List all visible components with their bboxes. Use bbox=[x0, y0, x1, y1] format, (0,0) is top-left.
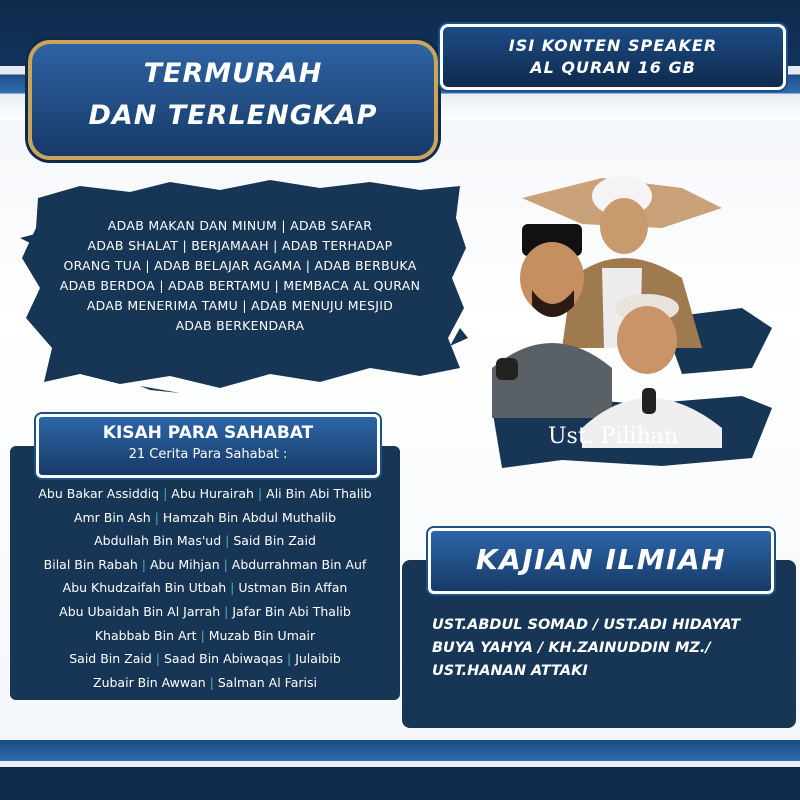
sahabat-name: Saad Bin Abiwaqas bbox=[163, 651, 284, 667]
kisah-title: KISAH PARA SAHABAT bbox=[102, 423, 314, 443]
separator: | bbox=[226, 580, 239, 596]
adab-list bbox=[30, 216, 450, 336]
separator: | bbox=[150, 509, 163, 525]
adab-line: ADAB SHALAT | BERJAMAAH | ADAB TERHADAP bbox=[87, 238, 393, 253]
separator: | bbox=[196, 627, 209, 643]
bottom-banner-stripes bbox=[0, 740, 800, 800]
sahabat-name: Zubair Bin Awwan bbox=[93, 674, 206, 690]
kisah-heading-tab bbox=[36, 414, 380, 478]
kisah-subtitle: 21 Cerita Para Sahabat : bbox=[128, 447, 288, 462]
sahabat-name: Ustman Bin Affan bbox=[238, 580, 348, 596]
separator: | bbox=[221, 533, 234, 549]
sahabat-name: Abdurrahman Bin Auf bbox=[231, 556, 367, 572]
kajian-line: UST.HANAN ATTAKI bbox=[432, 663, 588, 679]
sahabat-row bbox=[14, 529, 396, 553]
adab-line: ORANG TUA | ADAB BELAJAR AGAMA | ADAB BERBUKA bbox=[63, 258, 417, 273]
sahabat-row bbox=[14, 553, 396, 577]
kajian-list bbox=[432, 614, 792, 683]
sahabat-row bbox=[14, 647, 396, 671]
separator: | bbox=[151, 651, 164, 667]
separator: | bbox=[283, 651, 296, 667]
kajian-heading-tab bbox=[428, 528, 774, 594]
sahabat-name: Khabbab Bin Art bbox=[94, 627, 197, 643]
sahabat-name: Abu Khudzaifah Bin Utbah bbox=[62, 580, 227, 596]
separator: | bbox=[220, 603, 233, 619]
speaker-content-badge bbox=[440, 24, 786, 90]
sahabat-list bbox=[14, 482, 396, 694]
sahabat-row bbox=[14, 506, 396, 530]
kajian-title: KAJIAN ILMIAH bbox=[475, 543, 727, 576]
title-badge bbox=[28, 40, 438, 160]
speaker-badge-line-1: ISI KONTEN SPEAKER bbox=[508, 36, 718, 55]
sahabat-name: Said Bin Zaid bbox=[69, 651, 152, 667]
separator: | bbox=[159, 486, 172, 501]
sahabat-name: Said Bin Zaid bbox=[233, 533, 316, 549]
title-line-1: TERMURAH bbox=[143, 58, 323, 89]
sahabat-name: Abu Ubaidah Bin Al Jarrah bbox=[59, 603, 221, 619]
title-line-2: DAN TERLENGKAP bbox=[88, 100, 378, 131]
adab-line: ADAB BERDOA | ADAB BERTAMU | MEMBACA AL QURAN bbox=[59, 278, 421, 293]
separator: | bbox=[219, 556, 232, 572]
kajian-line: UST.ABDUL SOMAD / UST.ADI HIDAYAT bbox=[432, 617, 741, 633]
sahabat-name: Abu Hurairah bbox=[171, 486, 254, 501]
sahabat-name: Salman Al Farisi bbox=[217, 674, 317, 690]
sahabat-row bbox=[14, 671, 396, 695]
sahabat-name: Muzab Bin Umair bbox=[208, 627, 316, 643]
sahabat-name: Bilal Bin Rabah bbox=[43, 556, 138, 572]
adab-line: ADAB MENERIMA TAMU | ADAB MENUJU MESJID bbox=[86, 298, 394, 313]
sahabat-name: Jafar Bin Abi Thalib bbox=[232, 603, 351, 619]
sahabat-row bbox=[14, 624, 396, 648]
sahabat-name: Hamzah Bin Abdul Muthalib bbox=[162, 509, 337, 525]
sahabat-name: Amr Bin Ash bbox=[73, 509, 151, 525]
sahabat-name: Abu Mihjan bbox=[150, 556, 220, 572]
sahabat-name: Abu Bakar Assiddiq bbox=[38, 486, 160, 501]
ustadz-caption: Ust. Pilihan bbox=[548, 424, 679, 449]
sahabat-name: Julaibib bbox=[295, 651, 341, 667]
kajian-line: BUYA YAHYA / KH.ZAINUDDIN MZ./ bbox=[432, 640, 711, 656]
sahabat-name: Abdullah Bin Mas'ud bbox=[94, 533, 222, 549]
adab-line: ADAB MAKAN DAN MINUM | ADAB SAFAR bbox=[107, 218, 373, 233]
speaker-badge-line-2: AL QURAN 16 GB bbox=[530, 58, 696, 77]
adab-line: ADAB BERKENDARA bbox=[175, 318, 305, 333]
separator: | bbox=[253, 486, 267, 501]
separator: | bbox=[205, 674, 218, 690]
separator: | bbox=[137, 556, 150, 572]
sahabat-row bbox=[14, 576, 396, 600]
sahabat-name: Ali Bin Abi Thalib bbox=[266, 486, 372, 501]
sahabat-row bbox=[14, 600, 396, 624]
sahabat-row bbox=[14, 482, 396, 506]
